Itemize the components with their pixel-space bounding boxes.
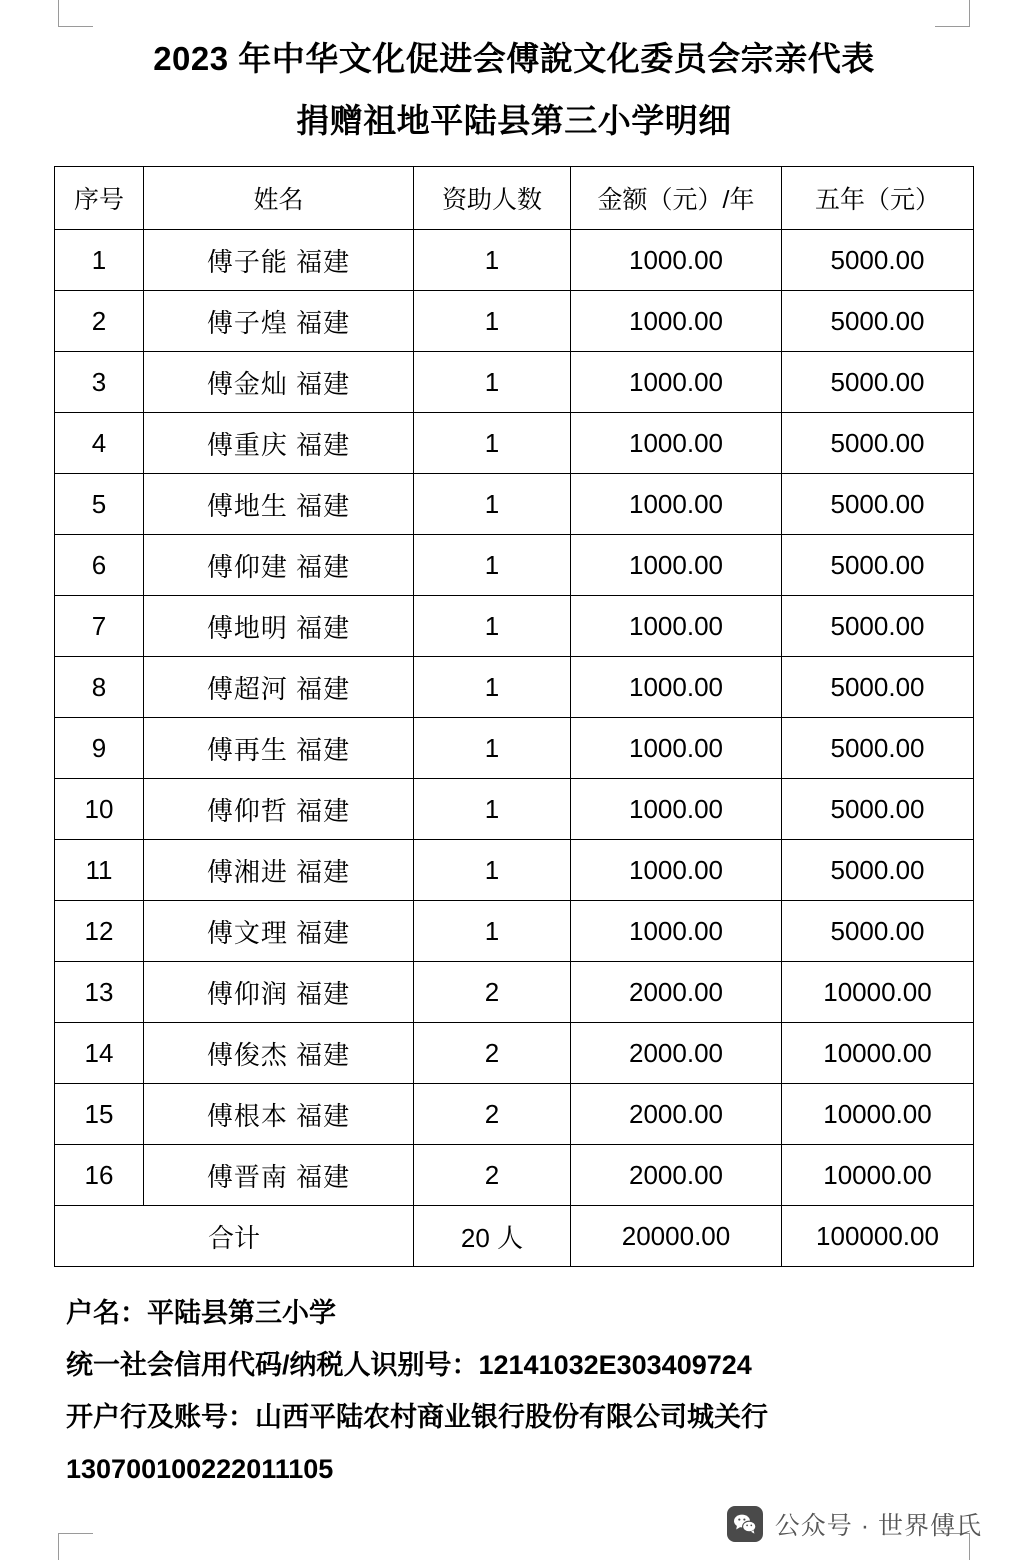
- cell-amount: 1000.00: [571, 596, 782, 657]
- column-header-name: 姓名: [144, 167, 414, 230]
- cell-index: 3: [55, 352, 144, 413]
- table-row: [55, 779, 974, 840]
- table-row: [55, 596, 974, 657]
- cell-count: 1: [414, 718, 571, 779]
- total-label: 合计: [55, 1206, 414, 1267]
- cell-index: 9: [55, 718, 144, 779]
- cell-index: 15: [55, 1084, 144, 1145]
- cell-amount: 1000.00: [571, 291, 782, 352]
- cell-name: 傅仰润 福建: [144, 962, 414, 1023]
- cell-five-year: 10000.00: [782, 1084, 974, 1145]
- table-row: [55, 230, 974, 291]
- cell-index: 6: [55, 535, 144, 596]
- account-info: [66, 1287, 966, 1495]
- cell-name: 傅湘进 福建: [144, 840, 414, 901]
- cell-name: 傅金灿 福建: [144, 352, 414, 413]
- cell-index: 1: [55, 230, 144, 291]
- cell-count: 1: [414, 352, 571, 413]
- cell-name: 傅超河 福建: [144, 657, 414, 718]
- cell-five-year: 5000.00: [782, 840, 974, 901]
- cell-five-year: 10000.00: [782, 1023, 974, 1084]
- total-amount: 20000.00: [571, 1206, 782, 1267]
- column-header-five-year: 五年（元）: [782, 167, 974, 230]
- cell-index: 14: [55, 1023, 144, 1084]
- cell-five-year: 5000.00: [782, 535, 974, 596]
- cell-amount: 1000.00: [571, 535, 782, 596]
- credit-code-line: 统一社会信用代码/纳税人识别号：12141032E303409724: [66, 1350, 752, 1380]
- cell-five-year: 5000.00: [782, 718, 974, 779]
- table-row: [55, 535, 974, 596]
- cell-five-year: 5000.00: [782, 291, 974, 352]
- table-row: [55, 962, 974, 1023]
- cell-count: 1: [414, 474, 571, 535]
- cell-index: 8: [55, 657, 144, 718]
- table-total-row: [55, 1206, 974, 1267]
- cell-amount: 1000.00: [571, 779, 782, 840]
- total-count: 20 人: [414, 1206, 571, 1267]
- account-number-line: 130700100222011105: [66, 1454, 334, 1484]
- cell-count: 1: [414, 901, 571, 962]
- cell-five-year: 5000.00: [782, 413, 974, 474]
- table-row: [55, 291, 974, 352]
- title-line-1: 2023 年中华文化促进会傅說文化委员会宗亲代表: [153, 40, 875, 77]
- account-name-line: 户名：平陆县第三小学: [66, 1298, 336, 1328]
- cell-index: 5: [55, 474, 144, 535]
- cell-index: 4: [55, 413, 144, 474]
- cell-five-year: 10000.00: [782, 962, 974, 1023]
- table-row: [55, 474, 974, 535]
- cell-count: 1: [414, 230, 571, 291]
- crop-mark-top-right: [935, 0, 970, 27]
- cell-name: 傅子能 福建: [144, 230, 414, 291]
- cell-amount: 1000.00: [571, 718, 782, 779]
- table-row: [55, 840, 974, 901]
- cell-name: 傅地生 福建: [144, 474, 414, 535]
- cell-count: 1: [414, 413, 571, 474]
- cell-amount: 1000.00: [571, 840, 782, 901]
- watermark: [727, 1506, 982, 1542]
- cell-amount: 2000.00: [571, 962, 782, 1023]
- cell-name: 傅再生 福建: [144, 718, 414, 779]
- cell-amount: 1000.00: [571, 657, 782, 718]
- table-row: [55, 657, 974, 718]
- cell-count: 1: [414, 291, 571, 352]
- cell-name: 傅文理 福建: [144, 901, 414, 962]
- cell-five-year: 5000.00: [782, 901, 974, 962]
- cell-count: 1: [414, 535, 571, 596]
- table-row: [55, 352, 974, 413]
- cell-five-year: 5000.00: [782, 596, 974, 657]
- cell-count: 1: [414, 596, 571, 657]
- cell-name: 傅子煌 福建: [144, 291, 414, 352]
- cell-index: 7: [55, 596, 144, 657]
- table-header-row: [55, 167, 974, 230]
- cell-name: 傅晋南 福建: [144, 1145, 414, 1206]
- cell-amount: 1000.00: [571, 413, 782, 474]
- cell-index: 13: [55, 962, 144, 1023]
- crop-mark-top-left: [58, 0, 93, 27]
- cell-count: 2: [414, 962, 571, 1023]
- cell-amount: 1000.00: [571, 352, 782, 413]
- cell-name: 傅根本 福建: [144, 1084, 414, 1145]
- cell-index: 12: [55, 901, 144, 962]
- table-row: [55, 1084, 974, 1145]
- table-row: [55, 1145, 974, 1206]
- cell-count: 1: [414, 657, 571, 718]
- cell-count: 1: [414, 779, 571, 840]
- cell-count: 2: [414, 1084, 571, 1145]
- cell-five-year: 5000.00: [782, 474, 974, 535]
- cell-amount: 2000.00: [571, 1084, 782, 1145]
- table-row: [55, 1023, 974, 1084]
- cell-index: 16: [55, 1145, 144, 1206]
- cell-amount: 2000.00: [571, 1145, 782, 1206]
- cell-name: 傅仰建 福建: [144, 535, 414, 596]
- page-title: [0, 0, 1028, 152]
- cell-name: 傅俊杰 福建: [144, 1023, 414, 1084]
- column-header-count: 资助人数: [414, 167, 571, 230]
- column-header-index: 序号: [55, 167, 144, 230]
- cell-count: 2: [414, 1145, 571, 1206]
- cell-five-year: 10000.00: [782, 1145, 974, 1206]
- cell-five-year: 5000.00: [782, 657, 974, 718]
- wechat-icon: [727, 1506, 763, 1542]
- cell-five-year: 5000.00: [782, 230, 974, 291]
- cell-five-year: 5000.00: [782, 352, 974, 413]
- cell-amount: 2000.00: [571, 1023, 782, 1084]
- column-header-amount: 金额（元）/年: [571, 167, 782, 230]
- crop-mark-bottom-left: [58, 1533, 93, 1560]
- cell-name: 傅仰哲 福建: [144, 779, 414, 840]
- table-row: [55, 901, 974, 962]
- cell-five-year: 5000.00: [782, 779, 974, 840]
- total-five-year: 100000.00: [782, 1206, 974, 1267]
- table-row: [55, 413, 974, 474]
- watermark-text: 公众号 · 世界傅氏: [774, 1512, 982, 1540]
- cell-index: 11: [55, 840, 144, 901]
- cell-index: 10: [55, 779, 144, 840]
- bank-line: 开户行及账号：山西平陆农村商业银行股份有限公司城关行: [66, 1402, 768, 1432]
- cell-amount: 1000.00: [571, 474, 782, 535]
- cell-name: 傅重庆 福建: [144, 413, 414, 474]
- table-row: [55, 718, 974, 779]
- cell-count: 2: [414, 1023, 571, 1084]
- cell-name: 傅地明 福建: [144, 596, 414, 657]
- cell-amount: 1000.00: [571, 901, 782, 962]
- cell-index: 2: [55, 291, 144, 352]
- title-line-2: 捐赠祖地平陆县第三小学明细: [296, 102, 732, 139]
- donation-table: [54, 166, 974, 1267]
- cell-count: 1: [414, 840, 571, 901]
- cell-amount: 1000.00: [571, 230, 782, 291]
